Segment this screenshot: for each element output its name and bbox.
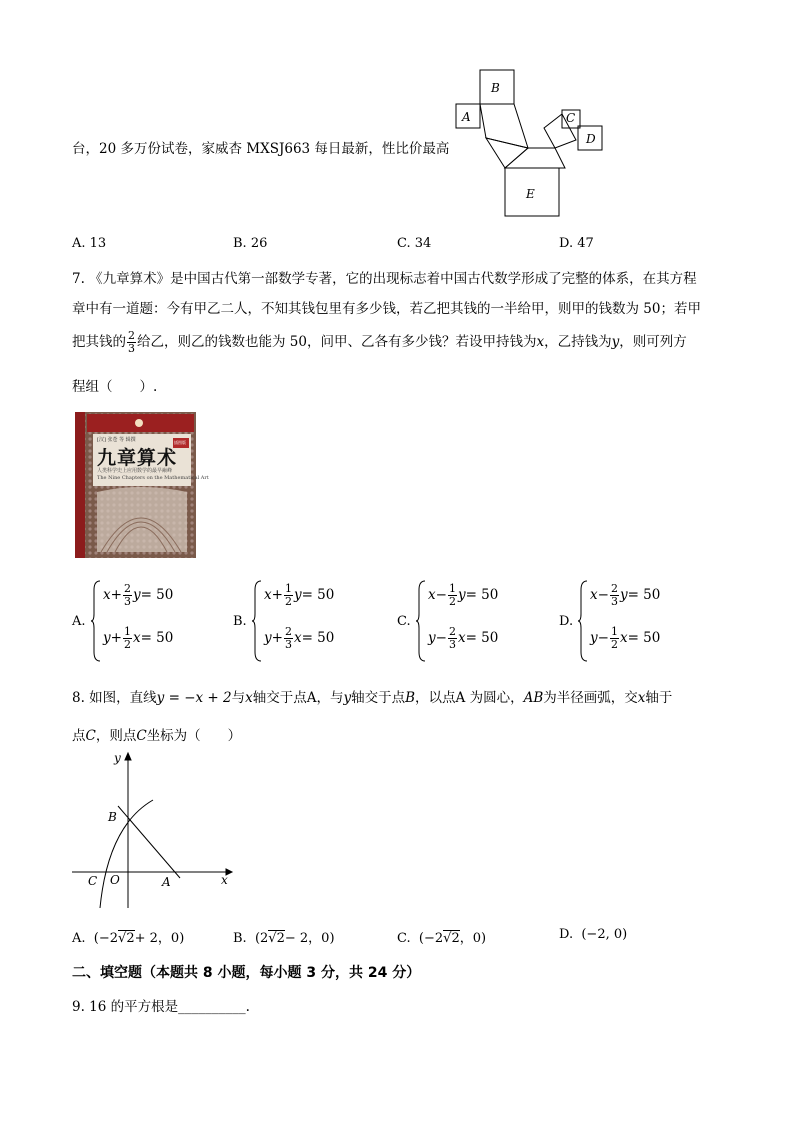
label-x: x bbox=[221, 873, 228, 887]
q7-line4: 程组（ ）. bbox=[72, 379, 158, 395]
sqrt-symbol-c: √2 bbox=[443, 931, 460, 946]
label-c: C bbox=[88, 874, 98, 888]
label-b: B bbox=[491, 81, 500, 95]
q8-option-a[interactable]: A. (−2√2+ 2，0) bbox=[72, 931, 185, 946]
q7-system-c[interactable]: x− $\frac{1}{2}$ y= 50 y− $\frac{2}{3}$ x= 50 bbox=[416, 580, 546, 662]
label-a: A bbox=[462, 110, 471, 124]
q9-line: 9. 16 的平方根是__________. bbox=[72, 999, 250, 1015]
section-heading: 二、填空题（本题共 8 小题，每小题 3 分，共 24 分） bbox=[72, 965, 421, 981]
q7-line3: 把其钱的 $\frac{2}{3}$ 给乙，则乙的钱数也能为 50，问甲、乙各有多少钱？若设甲持钱为x，乙持钱为y，则可列方 bbox=[72, 329, 687, 355]
q7-option-d-letter[interactable]: D. bbox=[559, 614, 574, 629]
label-e: E bbox=[526, 187, 535, 201]
q8-option-b[interactable]: B. (2√2− 2，0) bbox=[233, 931, 335, 946]
q6-ad-text: 台，20 多万份试卷，家威杏 MXSJ663 每日最新，性比价最高 bbox=[72, 141, 450, 157]
q9-answer-blank[interactable]: __________ bbox=[178, 999, 246, 1015]
q8-option-c[interactable]: C. (−2√2，0) bbox=[397, 931, 487, 946]
label-o: O bbox=[110, 873, 120, 887]
line-ab bbox=[118, 806, 180, 878]
q7-system-a[interactable]: x+ $\frac{2}{3}$ y= 50 y+ $\frac{1}{2}$ x= 50 bbox=[91, 580, 221, 662]
q7-system-b[interactable]: x+ $\frac{1}{2}$ y= 50 y+ $\frac{2}{3}$ x= 50 bbox=[252, 580, 382, 662]
q7-line2: 章中有一道题：今有甲乙二人，不知其钱包里有多少钱，若乙把其钱的一半给甲，则甲的钱数为 50；若甲 bbox=[72, 301, 701, 317]
sqrt-symbol-b: √2 bbox=[268, 931, 285, 946]
tilted-square-ab bbox=[480, 104, 528, 148]
sqrt-symbol-a: √2 bbox=[118, 931, 135, 946]
book-cover-image bbox=[75, 412, 209, 558]
q7-fraction: $\frac{2}{3}$ bbox=[128, 329, 135, 355]
q8-coordinate-graph bbox=[68, 748, 238, 914]
q6-option-d[interactable]: D. 47 bbox=[559, 236, 594, 251]
y-axis-arrow bbox=[125, 753, 131, 760]
book-badge: 插图版 bbox=[174, 440, 186, 445]
q8-line1: 8. 如图，直线y = −x + 2与x轴交于点A，与y轴交于点B，以点A 为圆心，AB为半径画弧，交x轴于 bbox=[72, 690, 673, 706]
q7-line1: 7. 《九章算术》是中国古代第一部数学专著，它的出现标志着中国古代数学形成了完整的体系，在其方程 bbox=[72, 271, 697, 287]
book-subtitle: 人类科学史上应用数学的最早巅峰 bbox=[97, 468, 173, 474]
q6-option-c[interactable]: C. 34 bbox=[397, 236, 432, 251]
book-title: 九章算术 bbox=[97, 447, 178, 469]
label-b: B bbox=[108, 810, 117, 824]
label-a: A bbox=[162, 875, 171, 889]
label-c: C bbox=[566, 111, 576, 125]
q8-option-d[interactable]: D. (−2, 0) bbox=[559, 927, 628, 942]
q7-option-b-letter[interactable]: B. bbox=[233, 614, 247, 629]
q7-option-a-letter[interactable]: A. bbox=[72, 614, 86, 629]
label-d: D bbox=[586, 132, 596, 146]
book-author: [汉] 张苍 等 辑撰 bbox=[97, 437, 136, 443]
q7-option-c-letter[interactable]: C. bbox=[397, 614, 411, 629]
q6-option-a[interactable]: A. 13 bbox=[72, 236, 107, 251]
book-english-title: The Nine Chapters on the Mathematical Art bbox=[97, 475, 209, 481]
label-y: y bbox=[114, 751, 121, 765]
q6-squares-figure bbox=[448, 64, 618, 224]
q6-option-b[interactable]: B. 26 bbox=[233, 236, 268, 251]
q7-system-d[interactable]: x− $\frac{2}{3}$ y= 50 y− $\frac{1}{2}$ x= 50 bbox=[578, 580, 708, 662]
q8-line2: 点C，则点C坐标为（ ） bbox=[72, 728, 242, 744]
